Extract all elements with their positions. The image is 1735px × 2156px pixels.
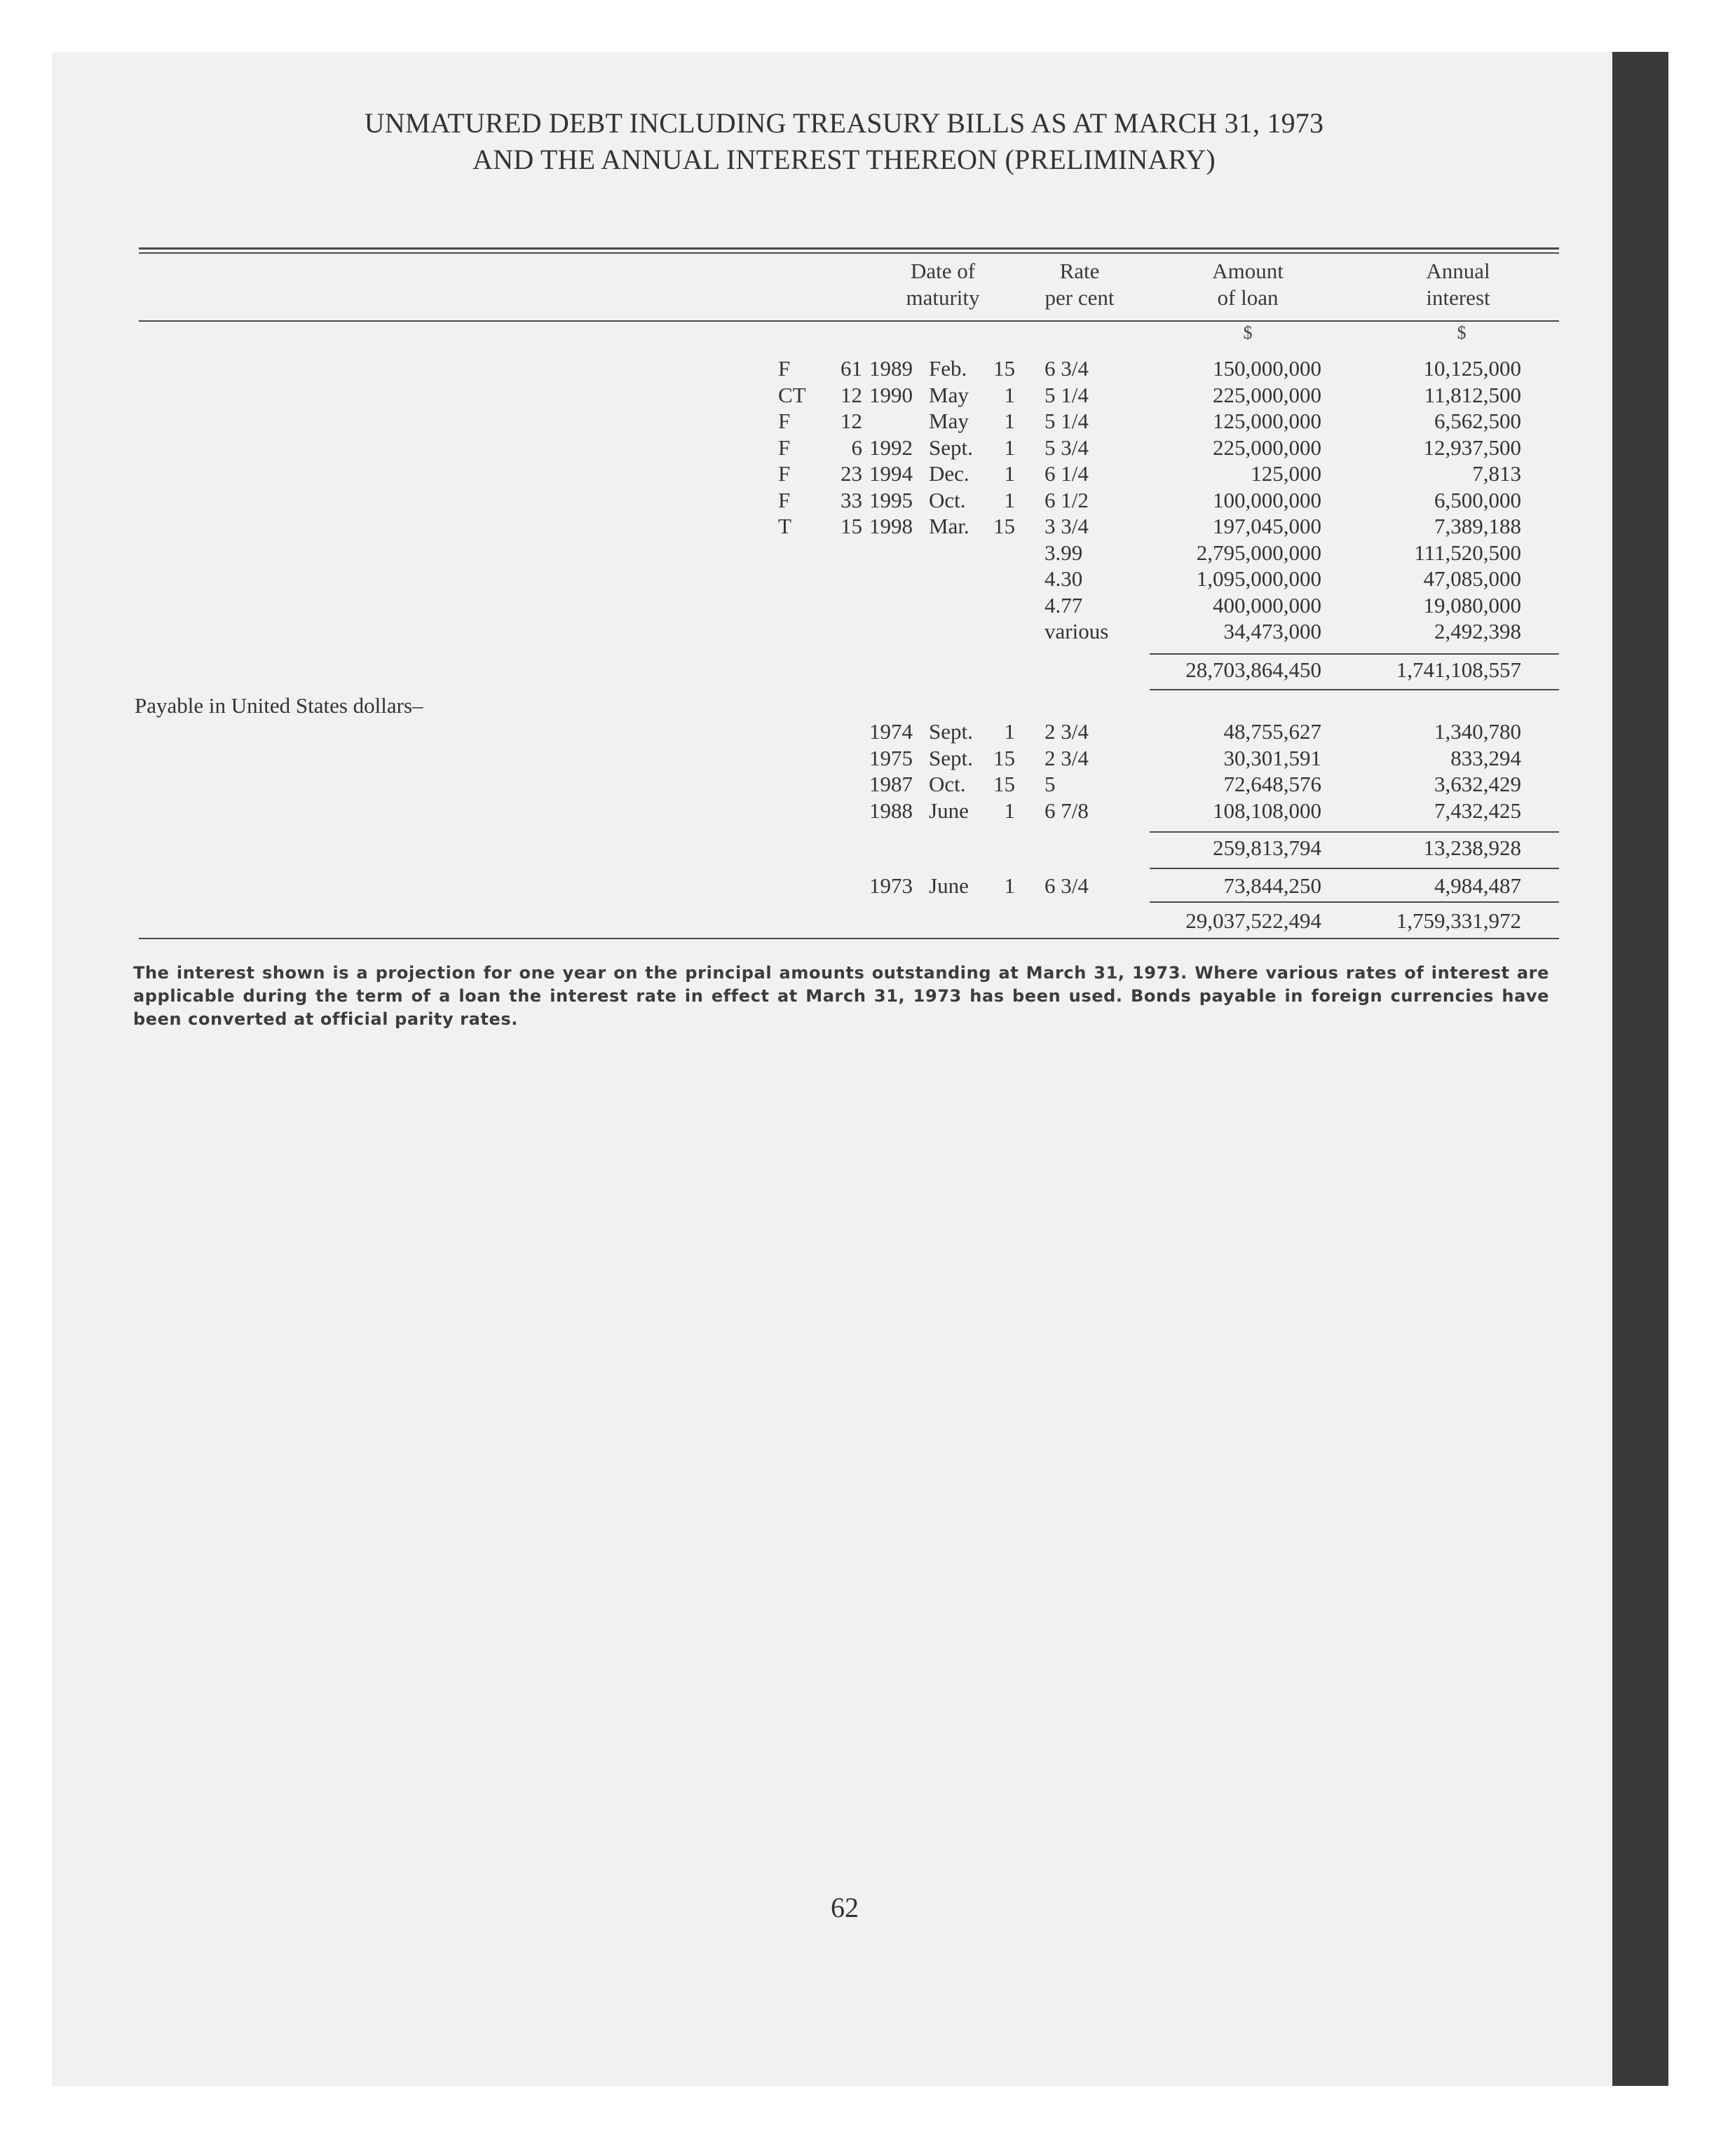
- row-rate: 6 7/8: [1045, 798, 1089, 823]
- us-section-heading: [0, 692, 1735, 718]
- header-interest-line1: Annual: [1426, 259, 1490, 283]
- row-amount: 197,045,000: [1213, 514, 1321, 538]
- table-row: [0, 718, 1735, 744]
- header-interest: [1388, 258, 1528, 311]
- table-row: [0, 618, 1735, 644]
- page-title: [52, 105, 1636, 178]
- row-series: 61: [841, 356, 862, 381]
- row-month: Oct.: [929, 772, 966, 796]
- row-series: 6: [851, 435, 862, 460]
- row-code: F: [778, 461, 791, 486]
- canadian-total-amount: 28,703,864,450: [1185, 657, 1321, 682]
- row-day: 15: [993, 356, 1015, 381]
- german-underline: [1150, 901, 1559, 903]
- row-series: 12: [841, 382, 862, 407]
- header-rate: [1016, 258, 1143, 311]
- row-interest: 6,500,000: [1434, 487, 1521, 512]
- top-rule: [139, 247, 1559, 250]
- header-rate-line2: per cent: [1045, 285, 1115, 310]
- row-interest: 111,520,500: [1414, 540, 1521, 565]
- row-code: T: [778, 514, 791, 538]
- german-amount: 73,844,250: [1223, 873, 1321, 898]
- row-amount: 225,000,000: [1213, 435, 1321, 460]
- header-rate-line1: Rate: [1059, 259, 1100, 283]
- row-year: 1975: [869, 745, 913, 770]
- row-month: Sept.: [929, 435, 973, 460]
- us-total-row: [0, 835, 1735, 861]
- header-amount-line1: Amount: [1212, 259, 1284, 283]
- row-amount: 400,000,000: [1213, 592, 1321, 618]
- german-rate: 6 3/4: [1045, 873, 1089, 898]
- row-rate: 6 1/2: [1045, 487, 1089, 512]
- row-month: June: [929, 798, 969, 823]
- row-code: F: [778, 487, 791, 512]
- us-total-interest: 13,238,928: [1423, 835, 1521, 860]
- row-interest: 10,125,000: [1423, 356, 1521, 381]
- german-year: 1973: [869, 873, 913, 898]
- canadian-total-row: [0, 657, 1735, 683]
- row-rate: 5 1/4: [1045, 382, 1089, 407]
- table-row: [0, 355, 1735, 381]
- row-interest: 7,813: [1472, 461, 1521, 486]
- table-row: [0, 382, 1735, 408]
- row-rate: 6 1/4: [1045, 461, 1089, 486]
- row-series: 15: [841, 514, 862, 538]
- row-amount: 48,755,627: [1223, 719, 1321, 744]
- row-month: Feb.: [929, 356, 967, 381]
- row-year: 1994: [869, 461, 913, 486]
- row-amount: 30,301,591: [1223, 745, 1321, 770]
- row-rate: 5 1/4: [1045, 409, 1089, 433]
- german-interest: 4,984,487: [1434, 873, 1521, 898]
- row-month: Oct.: [929, 487, 966, 512]
- row-day: 15: [993, 745, 1015, 770]
- header-interest-line2: interest: [1426, 285, 1490, 310]
- interest-unit: $: [1457, 322, 1467, 343]
- row-rate: 3 3/4: [1045, 514, 1089, 538]
- row-amount: 1,095,000,000: [1196, 566, 1321, 591]
- row-month: Dec.: [929, 461, 969, 486]
- row-day: 15: [993, 514, 1015, 538]
- grand-total-interest: 1,759,331,972: [1396, 908, 1521, 933]
- row-year: 1992: [869, 435, 913, 460]
- us-section-label: Payable in United States dollars–: [135, 693, 423, 718]
- row-rate: 4.30: [1045, 566, 1083, 591]
- row-year: 1989: [869, 356, 913, 381]
- table-row: [0, 435, 1735, 460]
- german-row: [0, 873, 1735, 899]
- row-interest: 19,080,000: [1423, 592, 1521, 618]
- row-day: 1: [1004, 719, 1015, 744]
- subtotal-underline: [1150, 689, 1559, 690]
- row-interest: 12,937,500: [1423, 435, 1521, 460]
- row-interest: 11,812,500: [1424, 382, 1521, 407]
- header-rule: [139, 320, 1559, 322]
- row-year: 1988: [869, 798, 913, 823]
- row-interest: 7,432,425: [1434, 798, 1521, 823]
- row-day: 1: [1004, 798, 1015, 823]
- row-rate: 4.77: [1045, 592, 1083, 618]
- row-amount: 72,648,576: [1223, 772, 1321, 796]
- german-month: June: [929, 873, 969, 898]
- row-code: CT: [778, 382, 806, 407]
- row-code: F: [778, 409, 791, 433]
- row-series: 12: [841, 409, 862, 433]
- bottom-rule: [139, 938, 1559, 939]
- row-month: Sept.: [929, 745, 973, 770]
- row-amount: 225,000,000: [1213, 382, 1321, 407]
- us-total-amount: 259,813,794: [1213, 835, 1321, 860]
- row-rate: various: [1045, 619, 1109, 643]
- subtotal-rule: [1150, 653, 1559, 655]
- row-interest: 7,389,188: [1434, 514, 1521, 538]
- row-rate: 6 3/4: [1045, 356, 1089, 381]
- row-rate: 2 3/4: [1045, 719, 1089, 744]
- row-day: 15: [993, 772, 1015, 796]
- row-amount: 100,000,000: [1213, 487, 1321, 512]
- row-rate: 3.99: [1045, 540, 1083, 565]
- table-row: [0, 460, 1735, 486]
- row-interest: 6,562,500: [1434, 409, 1521, 433]
- row-series: 33: [841, 487, 862, 512]
- row-day: 1: [1004, 382, 1015, 407]
- header-maturity: [876, 258, 1009, 311]
- row-interest: 2,492,398: [1434, 619, 1521, 643]
- table-row: [0, 566, 1735, 592]
- row-year: 1998: [869, 514, 913, 538]
- table-row: [0, 408, 1735, 434]
- us-subtotal-rule: [1150, 831, 1559, 833]
- row-amount: 125,000,000: [1213, 409, 1321, 433]
- table-row: [0, 513, 1735, 539]
- row-day: 1: [1004, 487, 1015, 512]
- table-row: [0, 540, 1735, 566]
- row-day: 1: [1004, 461, 1015, 486]
- table-row: [0, 592, 1735, 618]
- row-interest: 47,085,000: [1423, 566, 1521, 591]
- row-month: May: [929, 382, 969, 407]
- row-year: 1995: [869, 487, 913, 512]
- row-code: F: [778, 435, 791, 460]
- row-month: Sept.: [929, 719, 973, 744]
- row-month: Mar.: [929, 514, 969, 538]
- amount-unit: $: [1243, 322, 1253, 343]
- row-year: 1987: [869, 772, 913, 796]
- canadian-total-interest: 1,741,108,557: [1396, 657, 1521, 682]
- row-amount: 34,473,000: [1223, 619, 1321, 643]
- title-line-1: UNMATURED DEBT INCLUDING TREASURY BILLS AS AT MARCH 31, 1973: [364, 107, 1324, 139]
- grand-total-amount: 29,037,522,494: [1185, 908, 1321, 933]
- row-month: May: [929, 409, 969, 433]
- row-amount: 150,000,000: [1213, 356, 1321, 381]
- row-year: 1990: [869, 382, 913, 407]
- row-interest: 3,632,429: [1434, 772, 1521, 796]
- row-amount: 125,000: [1251, 461, 1321, 486]
- table-row: [0, 745, 1735, 771]
- title-line-2: AND THE ANNUAL INTEREST THEREON (PRELIMINARY): [472, 144, 1216, 175]
- grand-total-row: [0, 908, 1735, 934]
- row-interest: 1,340,780: [1434, 719, 1521, 744]
- header-maturity-line2: maturity: [906, 285, 980, 310]
- table-row: [0, 487, 1735, 513]
- page-number: 62: [831, 1892, 859, 1923]
- header-amount: [1178, 258, 1318, 311]
- us-subtotal-underline: [1150, 868, 1559, 869]
- row-rate: 5 3/4: [1045, 435, 1089, 460]
- header-maturity-line1: Date of: [910, 259, 976, 283]
- row-amount: 2,795,000,000: [1196, 540, 1321, 565]
- row-series: 23: [841, 461, 862, 486]
- row-rate: 5: [1045, 772, 1056, 796]
- footnote: The interest shown is a projection for one year on the principal amounts outstanding at March 31, 1973. Where various rates of interest are applicable during the term of a loan the interest rate in effect at March 31, 1973 has been used. Bonds payable in foreign currencies have been converted at official parity rates.: [133, 963, 1549, 1029]
- row-interest: 833,294: [1450, 745, 1521, 770]
- header-amount-line2: of loan: [1217, 285, 1279, 310]
- german-day: 1: [1004, 873, 1015, 898]
- row-code: F: [778, 356, 791, 381]
- table-row: [0, 771, 1735, 797]
- row-amount: 108,108,000: [1213, 798, 1321, 823]
- row-day: 1: [1004, 435, 1015, 460]
- row-rate: 2 3/4: [1045, 745, 1089, 770]
- top-rule-second: [139, 252, 1559, 254]
- table-row: [0, 798, 1735, 824]
- row-year: 1974: [869, 719, 913, 744]
- row-day: 1: [1004, 409, 1015, 433]
